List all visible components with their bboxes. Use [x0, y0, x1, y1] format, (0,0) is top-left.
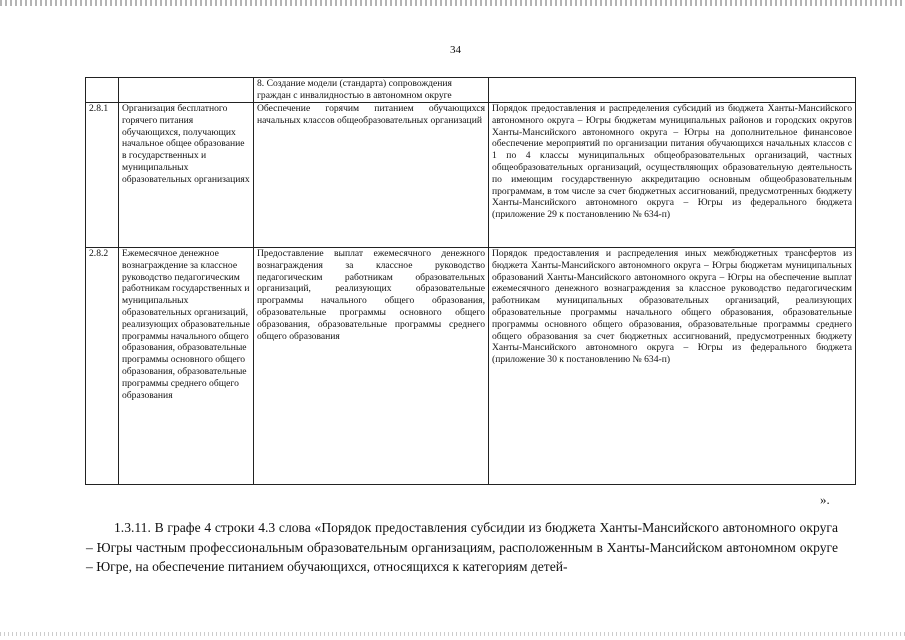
row-name: Организация бесплатного горячего питания обучающихся, получающих начальное общее образование в государственных и муниципальных образовательных организациях — [119, 103, 254, 248]
task-heading-cell: 8. Создание модели (стандарта) сопровождения граждан с инвалидностью в автономном округе — [254, 78, 489, 103]
row-number: 2.8.2 — [86, 248, 119, 485]
scan-edge-bottom — [0, 632, 905, 636]
cell-empty — [86, 78, 119, 103]
cell-empty — [489, 78, 856, 103]
row-direction: Обеспечение горячим питанием обучающихся начальных классов общеобразовательных организаций — [254, 103, 489, 248]
row-order: Порядок предоставления и распределения субсидий из бюджета Ханты-Мансийского автономного округа – Югры бюджетам муниципальных районов и городских округов Ханты-Мансийского автономного округа – Югры на дополнительное финансовое обеспечение мероприятий по организации питания обучающихся начальных классов с 1 по 4 классы муниципальных общеобразовательных организаций, частных общеобразовательных организаций, осуществляющих образовательную деятельность по имеющим государственную аккредитацию основным общеобразовательным программам, в том числе за счет бюджетных ассигнований, предусмотренных бюджету Ханты-Мансийского автономного округа – Югры из федерального бюджета (приложение 29 к постановлению № 634-п) — [489, 103, 856, 248]
amendment-paragraph: 1.3.11. В графе 4 строки 4.3 слова «Порядок предоставления субсидии из бюджета Ханты-Мансийского автономного округа – Югры частным профессиональным образовательным организациям, расположенным в Ханты-Мансийском автономном округе – Югре, на обеспечение питанием обучающихся, относящихся к категориям детей- — [86, 520, 838, 574]
page-number: 34 — [450, 44, 461, 56]
cell-empty — [119, 78, 254, 103]
table-row — [86, 103, 856, 248]
row-name: Ежемесячное денежное вознаграждение за классное руководство педагогическим работникам государственных и муниципальных образовательных организаций, реализующих образовательные программы начального общего образования, образовательные программы основного общего образования, образовательные программы среднего общего образования — [119, 248, 254, 485]
program-table — [85, 77, 856, 485]
scan-edge-top — [0, 0, 905, 6]
table-row — [86, 248, 856, 485]
row-order: Порядок предоставления и распределения иных межбюджетных трансфертов из бюджета Ханты-Мансийского автономного округа – Югры бюджетам муниципальных образований Ханты-Мансийского автономного округа – Югры на обеспечение выплат ежемесячного денежного вознаграждения за классное руководство педагогическим работникам муниципальных образовательных организаций, реализующих образовательные программы начального общего образования, образовательные программы основного общего образования, образовательные программы среднего общего образования за счет бюджетных ассигнований, предусмотренных бюджету Ханты-Мансийского автономного округа – Югры из федерального бюджета (приложение 30 к постановлению № 634-п) — [489, 248, 856, 485]
table-row-task-heading — [86, 78, 856, 103]
row-number: 2.8.1 — [86, 103, 119, 248]
closing-quote-mark: ». — [820, 492, 830, 507]
row-direction: Предоставление выплат ежемесячного денежного вознаграждения за классное руководство педагогическим работникам образовательных организаций, реализующих образовательные программы начального общего образования, образовательные программы основного общего образования, образовательные программы среднего общего образования — [254, 248, 489, 485]
